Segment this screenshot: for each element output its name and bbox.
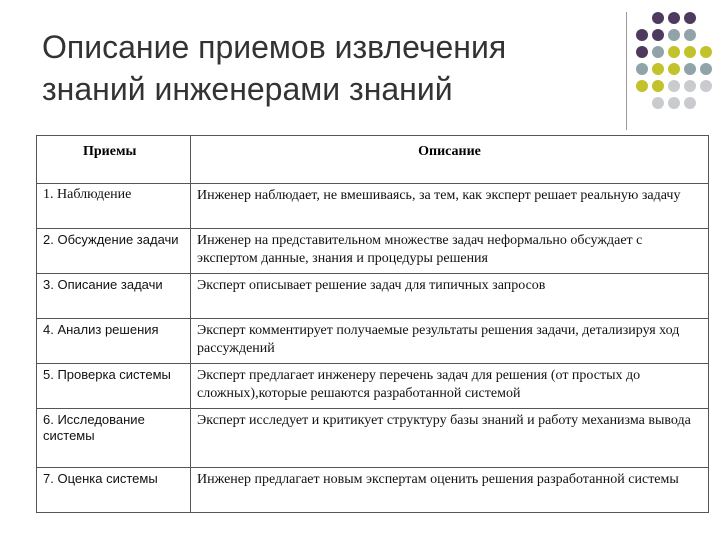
description-cell: Эксперт описывает решение задач для типичных запросов [191, 274, 709, 319]
table-row [37, 229, 709, 274]
decorative-dot [700, 63, 712, 75]
divider-line [626, 12, 627, 130]
slide-title: Описание приемов извлечения знаний инженерами знаний [42, 29, 507, 107]
decorative-dot [652, 46, 664, 58]
decorative-dot [668, 63, 680, 75]
decorative-dot [668, 46, 680, 58]
decorative-dot [652, 12, 664, 24]
decorative-dot [652, 97, 664, 109]
decorative-dot [652, 80, 664, 92]
table-row [37, 184, 709, 229]
table-row [37, 319, 709, 364]
decorative-dot [684, 46, 696, 58]
decorative-dot [684, 80, 696, 92]
decorative-dot [700, 46, 712, 58]
table-row [37, 364, 709, 409]
description-cell: Инженер наблюдает, не вмешиваясь, за тем, как эксперт решает реальную задачу [191, 184, 709, 229]
description-cell: Эксперт комментирует получаемые результаты решения задачи, детализируя ход рассуждений [191, 319, 709, 364]
method-cell: 1. Наблюдение [37, 184, 191, 229]
header-methods: Приемы [37, 136, 191, 184]
header-description: Описание [191, 136, 709, 184]
method-cell: 4. Анализ решения [37, 319, 191, 364]
methods-table [36, 135, 709, 513]
table-row [37, 274, 709, 319]
decorative-dot [684, 97, 696, 109]
decorative-dot [684, 63, 696, 75]
description-cell: Эксперт исследует и критикует структуру базы знаний и работу механизма вывода [191, 409, 709, 468]
decorative-dot [668, 29, 680, 41]
method-cell: 5. Проверка системы [37, 364, 191, 409]
decorative-dot [668, 80, 680, 92]
table-row [37, 468, 709, 513]
decorative-dot [700, 80, 712, 92]
method-cell: 3. Описание задачи [37, 274, 191, 319]
decorative-dot [636, 80, 648, 92]
method-cell: 2. Обсуждение задачи [37, 229, 191, 274]
description-cell: Инженер предлагает новым экспертам оценить решения разработанной системы [191, 468, 709, 513]
decorative-dot [636, 46, 648, 58]
decorative-dot [684, 12, 696, 24]
decorative-dot [636, 63, 648, 75]
description-cell: Инженер на представительном множестве задач неформально обсуждает с экспертом данные, знания и процедуры решения [191, 229, 709, 274]
method-cell: 7. Оценка системы [37, 468, 191, 513]
decorative-dot [668, 12, 680, 24]
decorative-dot [652, 63, 664, 75]
table-row [37, 409, 709, 468]
table-header-row [37, 136, 709, 184]
decorative-dot-grid [636, 12, 720, 130]
method-cell: 6. Исследование системы [37, 409, 191, 468]
decorative-dot [668, 97, 680, 109]
description-cell: Эксперт предлагает инженеру перечень задач для решения (от простых до сложных),которые решаются разработанной системой [191, 364, 709, 409]
decorative-dot [684, 29, 696, 41]
decorative-dot [636, 29, 648, 41]
decorative-dot [652, 29, 664, 41]
